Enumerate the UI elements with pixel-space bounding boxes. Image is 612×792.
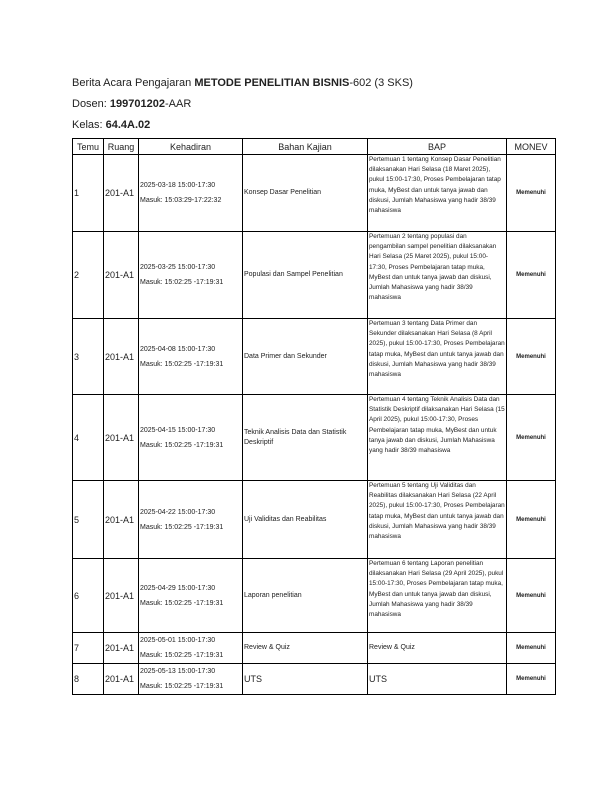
cell-temu: 1 (73, 155, 104, 232)
cell-bahan-kajian: Teknik Analisis Data dan Statistik Deskriptif (243, 395, 368, 481)
cell-temu: 5 (73, 481, 104, 559)
class-line: Kelas: 64.4A.02 (72, 119, 151, 131)
cell-monev: Memenuhi (507, 319, 556, 395)
cell-kehadiran (139, 664, 243, 695)
cell-monev: Memenuhi (507, 559, 556, 633)
cell-bap: UTS (368, 664, 507, 695)
col-header-monev: MONEV (507, 139, 556, 155)
col-header-ruang: Ruang (104, 139, 139, 155)
lecturer-code: 199701202 (109, 98, 165, 110)
col-header-kehadiran: Kehadiran (139, 139, 243, 155)
cell-monev: Memenuhi (507, 395, 556, 481)
cell-jadwal: 2025-05-13 15:00-17:30 (140, 668, 216, 675)
cell-temu: 4 (73, 395, 104, 481)
cell-masuk: Masuk: 15:02:25 -17:19:31 (140, 360, 224, 368)
cell-bahan-kajian: Populasi dan Sampel Penelitian (243, 232, 368, 319)
cell-bahan-kajian: Uji Validitas dan Reabilitas (243, 481, 368, 559)
cell-kehadiran (139, 319, 243, 395)
cell-bap: Pertemuan 4 tentang Teknik Analisis Data dan Statistik Deskriptif dilaksanakan Hari Selasa (15 April 2025), pukul 15:00-17:30, Proses Pembelajaran tatap muka, MyBest dan untuk tanya jawab dan diskusi, Jumlah Mahasiswa yang hadir 38/39 mahasiswa (368, 395, 507, 481)
cell-bap: Pertemuan 3 tentang Data Primer dan Sekunder dilaksanakan Hari Selasa (8 April 2025), pukul 15:00-17:30, Proses Pembelajaran tatap muka, MyBest dan untuk tanya jawab dan diskusi, Jumlah Mahasiswa yang hadir 38/39 mahasiswa (368, 319, 507, 395)
cell-kehadiran (139, 559, 243, 633)
cell-monev: Memenuhi (507, 664, 556, 695)
table-row (73, 633, 556, 664)
cell-temu: 2 (73, 232, 104, 319)
cell-bap: Pertemuan 5 tentang Uji Validitas dan Reabilitas dilaksanakan Hari Selasa (22 April 2025), pukul 15:00-17:30, Proses Pembelajaran tatap muka, MyBest dan untuk tanya jawab dan diskusi, Jumlah Mahasiswa yang hadir 38/39 mahasiswa (368, 481, 507, 559)
table-row (73, 232, 556, 319)
class-code: 64.4A.02 (105, 119, 151, 131)
cell-ruang: 201-A1 (104, 319, 139, 395)
cell-jadwal: 2025-03-25 15:00-17:30 (140, 264, 216, 271)
cell-bap: Pertemuan 1 tentang Konsep Dasar Penelitian dilaksanakan Hari Selasa (18 Maret 2025), pukul 15:00-17:30, Proses Pembelajaran tatap muka, MyBest dan untuk tanya jawab dan diskusi, Jumlah Mahasiswa yang hadir 38/39 mahasiswa (368, 155, 507, 232)
cell-monev: Memenuhi (507, 633, 556, 664)
cell-ruang: 201-A1 (104, 155, 139, 232)
table-row (73, 481, 556, 559)
cell-temu: 7 (73, 633, 104, 664)
cell-jadwal: 2025-04-22 15:00-17:30 (140, 508, 216, 516)
cell-bahan-kajian: Review & Quiz (243, 633, 368, 664)
cell-bap: Pertemuan 2 tentang populasi dan pengambilan sampel penelitian dilaksanakan Hari Selasa (25 Maret 2025), pukul 15:00-17:30, Proses Pembelajaran tatap muka, MyBest dan untuk tanya jawab dan diskusi, Jumlah Mahasiswa yang hadir 38/39 mahasiswa (368, 232, 507, 319)
table-row (73, 155, 556, 232)
table-header-row (73, 139, 556, 155)
cell-bap: Pertemuan 6 tentang Laporan penelitian dilaksanakan Hari Selasa (29 April 2025), pukul 15:00-17:30, Proses Pembelajaran tatap muka, MyBest dan untuk tanya jawab dan diskusi, Jumlah Mahasiswa yang hadir 38/39 mahasiswa (368, 559, 507, 633)
cell-temu: 8 (73, 664, 104, 695)
cell-masuk: Masuk: 15:02:25 -17:19:31 (140, 683, 224, 690)
col-header-bahan-kajian: Bahan Kajian (243, 139, 368, 155)
cell-kehadiran (139, 395, 243, 481)
cell-jadwal: 2025-04-29 15:00-17:30 (140, 584, 216, 592)
cell-temu: 3 (73, 319, 104, 395)
cell-monev: Memenuhi (507, 232, 556, 319)
cell-masuk: Masuk: 15:02:25 -17:19:31 (140, 279, 224, 286)
col-header-bap: BAP (368, 139, 507, 155)
table-row (73, 395, 556, 481)
table-row (73, 559, 556, 633)
cell-bahan-kajian: Konsep Dasar Penelitian (243, 155, 368, 232)
cell-ruang: 201-A1 (104, 559, 139, 633)
cell-ruang: 201-A1 (104, 664, 139, 695)
cell-kehadiran (139, 481, 243, 559)
cell-ruang: 201-A1 (104, 633, 139, 664)
course-name: METODE PENELITIAN BISNIS (194, 77, 350, 89)
cell-masuk: Masuk: 15:02:25 -17:19:31 (140, 441, 224, 449)
cell-jadwal: 2025-03-18 15:00-17:30 (140, 182, 216, 189)
cell-temu: 6 (73, 559, 104, 633)
cell-masuk: Masuk: 15:03:29-17:22:32 (140, 197, 222, 204)
cell-bahan-kajian: Laporan penelitian (243, 559, 368, 633)
cell-jadwal: 2025-04-15 15:00-17:30 (140, 426, 216, 434)
cell-ruang: 201-A1 (104, 395, 139, 481)
cell-masuk: Masuk: 15:02:25 -17:19:31 (140, 599, 224, 607)
cell-kehadiran (139, 155, 243, 232)
cell-jadwal: 2025-05-01 15:00-17:30 (140, 637, 216, 644)
cell-ruang: 201-A1 (104, 232, 139, 319)
table-row (73, 319, 556, 395)
cell-monev: Memenuhi (507, 155, 556, 232)
attendance-table (72, 138, 556, 695)
cell-masuk: Masuk: 15:02:25 -17:19:31 (140, 652, 224, 659)
cell-kehadiran (139, 232, 243, 319)
table-row (73, 664, 556, 695)
cell-bahan-kajian: UTS (243, 664, 368, 695)
cell-masuk: Masuk: 15:02:25 -17:19:31 (140, 523, 224, 531)
cell-kehadiran (139, 633, 243, 664)
cell-jadwal: 2025-04-08 15:00-17:30 (140, 345, 216, 353)
col-header-temu: Temu (73, 139, 104, 155)
cell-bahan-kajian: Data Primer dan Sekunder (243, 319, 368, 395)
cell-bap: Review & Quiz (368, 633, 507, 664)
cell-monev: Memenuhi (507, 481, 556, 559)
document-title: Berita Acara Pengajaran METODE PENELITIAN BISNIS-602 (3 SKS) (72, 77, 413, 89)
cell-ruang: 201-A1 (104, 481, 139, 559)
lecturer-line: Dosen: 199701202-AAR (72, 98, 192, 110)
